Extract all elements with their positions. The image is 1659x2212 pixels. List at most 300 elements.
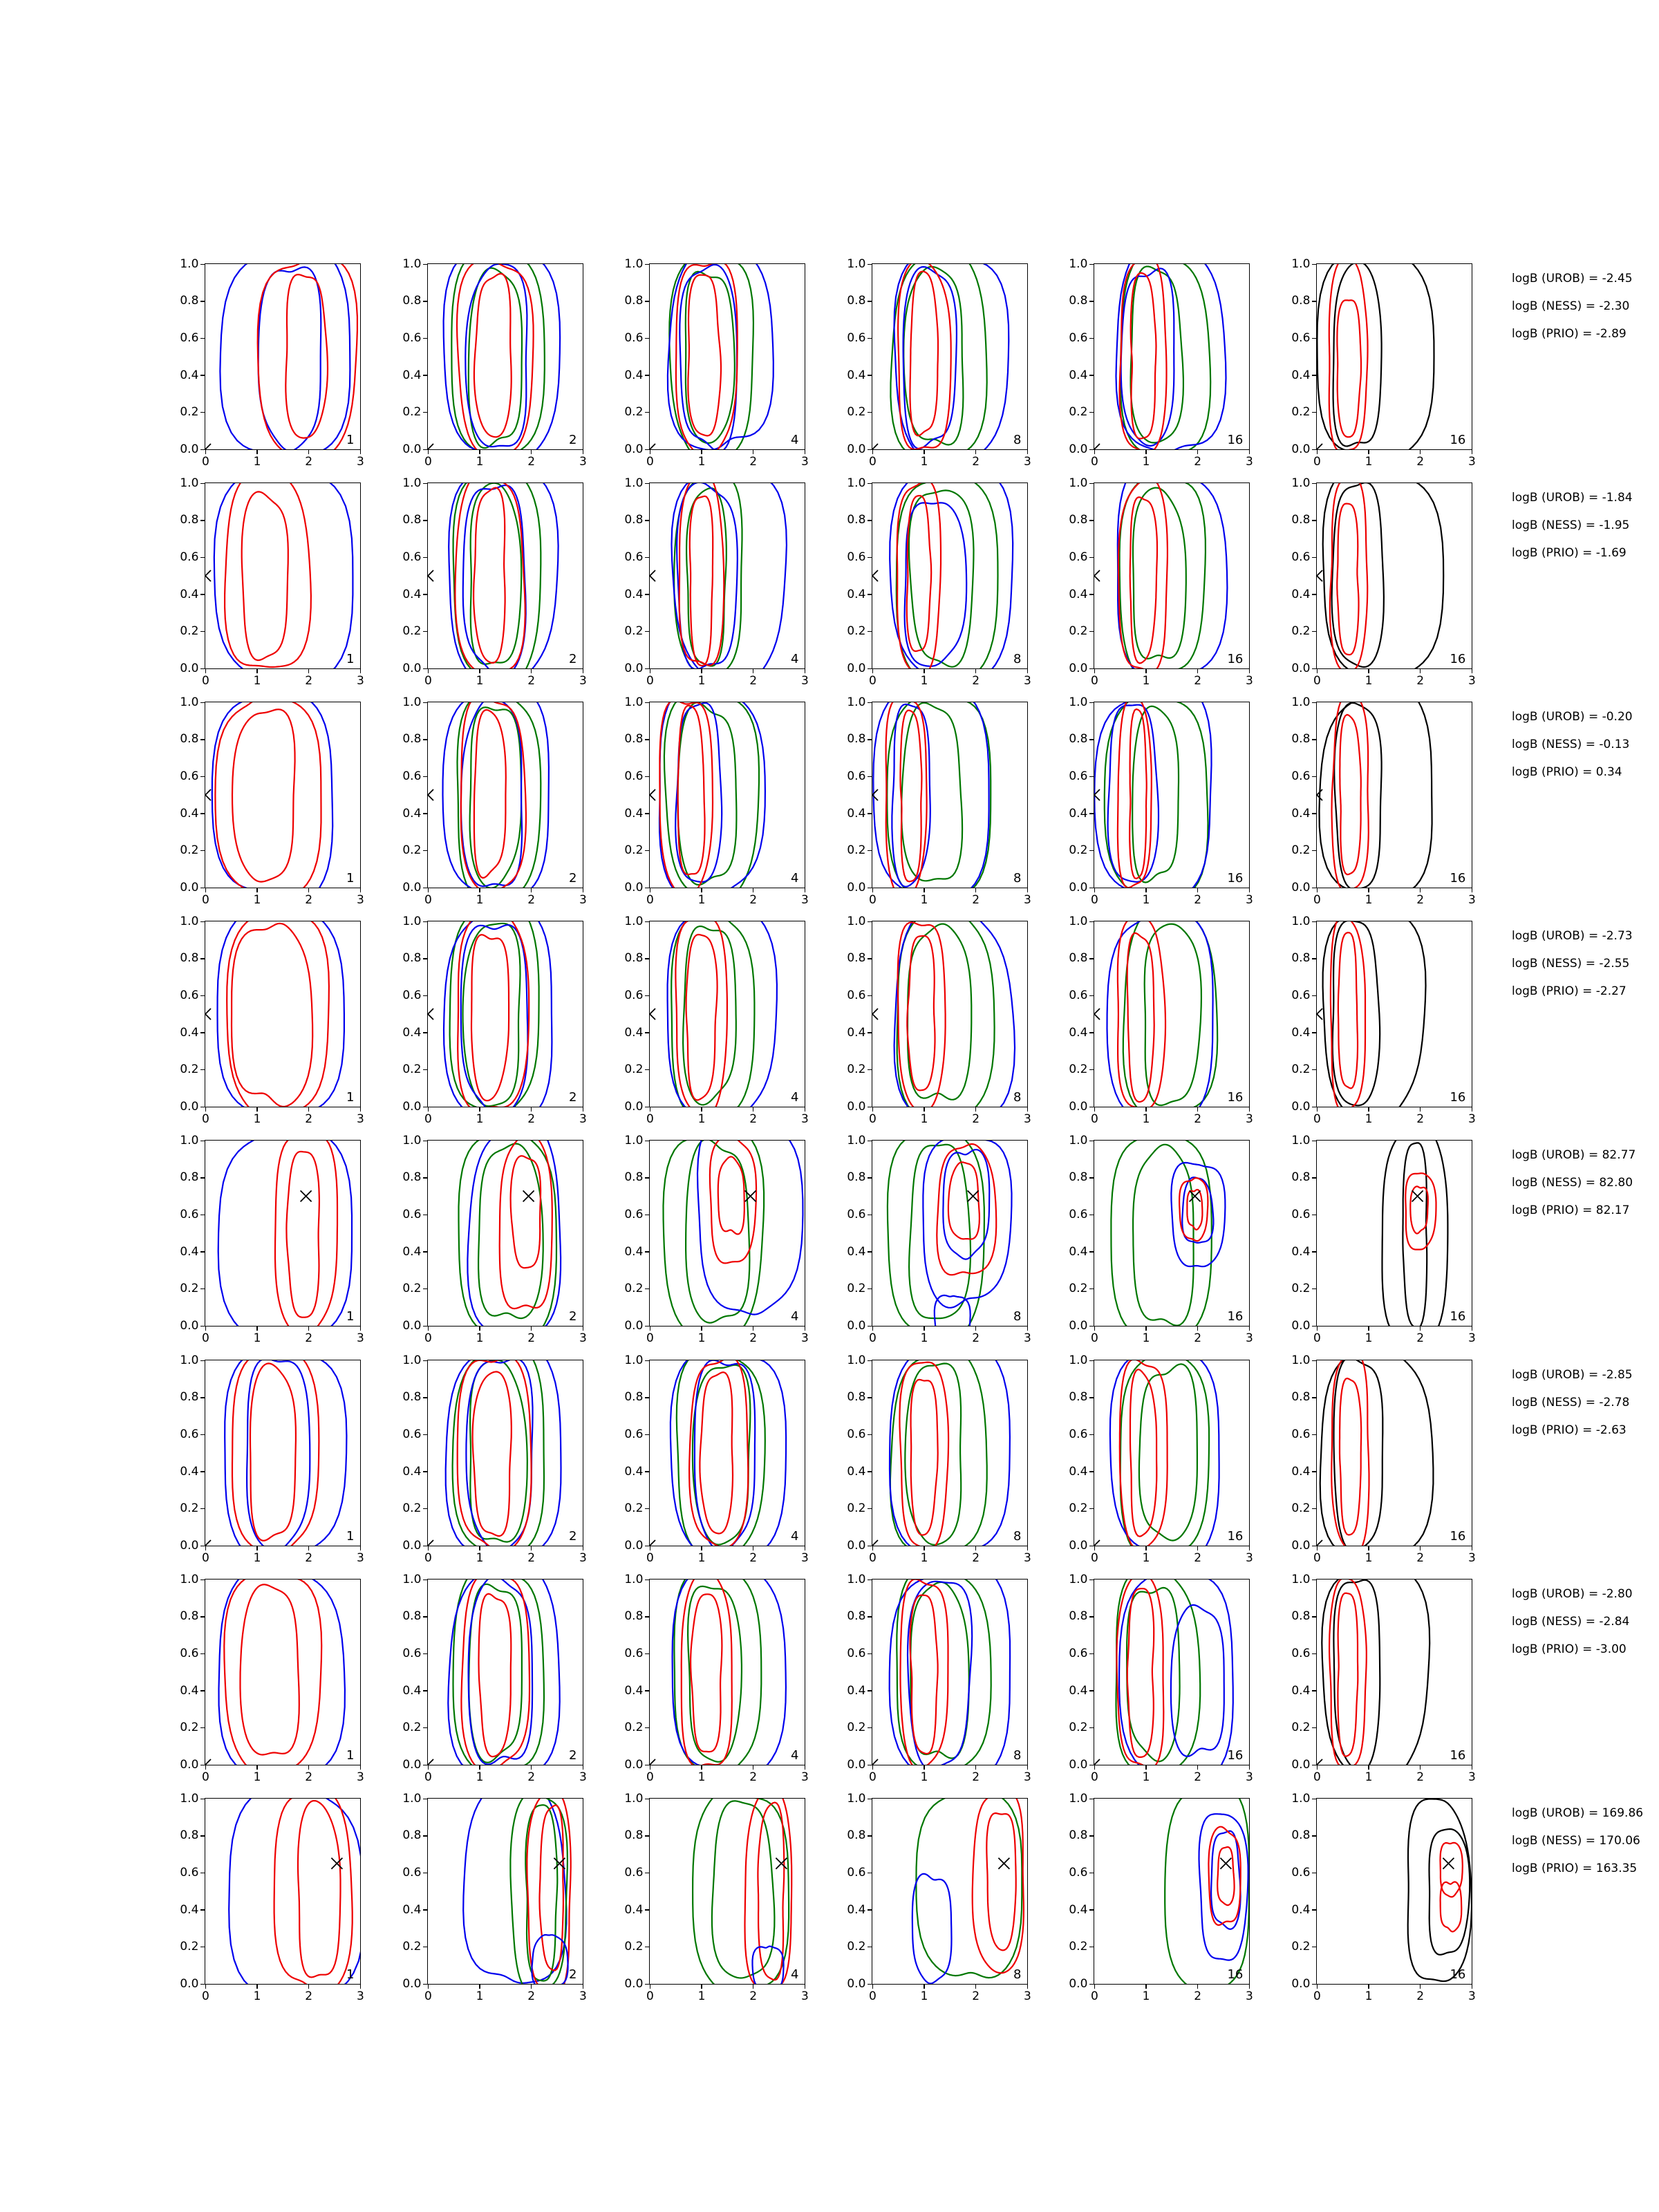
subplot-count-label: 4	[790, 1967, 799, 1983]
contour-line-r	[473, 1372, 512, 1537]
plot-area	[205, 483, 360, 668]
subplot-count-label: 1	[346, 1529, 355, 1544]
logb-annotations-row6	[1512, 1361, 1659, 1444]
x-tick	[205, 1984, 206, 1989]
y-tick	[645, 739, 650, 740]
x-tick-label: 2	[972, 455, 980, 469]
marker-stroke	[872, 444, 878, 449]
y-tick-label: 0.4	[847, 1244, 866, 1259]
x-tick-label: 1	[253, 674, 261, 688]
plot-area	[1317, 483, 1472, 668]
y-tick	[645, 1471, 650, 1472]
contour-line-g	[1123, 921, 1217, 1107]
y-tick-label: 0.4	[847, 368, 866, 382]
x-tick	[1420, 1107, 1421, 1112]
y-tick-label: 1.0	[1069, 1791, 1088, 1806]
contour-line-r	[1120, 1360, 1168, 1546]
contour-line-r	[900, 1362, 949, 1546]
y-tick-label: 0.8	[180, 294, 199, 308]
true-value-x-marker	[428, 1009, 433, 1020]
y-tick-label: 0.8	[624, 1390, 644, 1405]
x-tick-label: 3	[1023, 893, 1031, 908]
y-tick	[200, 1069, 205, 1070]
x-tick	[975, 1984, 976, 1989]
marker-stroke	[1317, 1540, 1322, 1546]
subplot-count-label: 8	[1013, 1529, 1022, 1544]
y-tick-label: 0.4	[180, 587, 199, 601]
x-tick	[428, 1546, 429, 1550]
contour-line-r	[474, 274, 512, 437]
y-tick-label: 0.0	[1069, 1318, 1088, 1333]
contour-line-b	[944, 1150, 990, 1259]
subplot-count-label: 16	[1450, 433, 1466, 448]
x-tick	[1420, 668, 1421, 673]
y-tick	[200, 1984, 205, 1985]
subplot-count-label: 8	[1013, 1309, 1022, 1324]
contour-line-g	[917, 1799, 1022, 1978]
x-tick-label: 1	[1142, 455, 1150, 469]
y-tick-label: 0.0	[624, 1757, 644, 1772]
subplot-r6-c2	[402, 1353, 587, 1566]
x-tick	[975, 1546, 976, 1550]
plot-area	[1094, 921, 1249, 1107]
y-tick-label: 0.4	[847, 806, 866, 821]
y-tick-label: 0.2	[624, 843, 644, 858]
x-tick	[872, 1326, 873, 1331]
x-tick-label: 1	[697, 674, 706, 688]
y-tick	[868, 1727, 872, 1728]
x-tick-label: 1	[697, 1112, 706, 1127]
plot-area	[650, 1799, 805, 1984]
y-tick-label: 0.2	[1069, 1062, 1088, 1077]
x-tick	[872, 1107, 873, 1112]
x-tick-label: 0	[424, 674, 432, 688]
contour-line-r	[910, 272, 939, 436]
y-tick	[1089, 1690, 1094, 1691]
x-tick	[428, 1326, 429, 1331]
y-tick-label: 0.6	[402, 1647, 422, 1661]
y-tick	[200, 1690, 205, 1691]
subplot-r6-c5	[1069, 1353, 1253, 1566]
subplot-r2-c1	[180, 476, 364, 688]
logb-annotation-line: logB (PRIO) = -1.69	[1512, 546, 1627, 560]
plot-area	[428, 702, 583, 888]
y-tick-label: 1.0	[1291, 695, 1311, 709]
y-tick-label: 0.0	[402, 1099, 422, 1114]
contour-line-b	[221, 264, 350, 449]
y-tick-label: 0.6	[847, 1866, 866, 1880]
x-tick-label: 2	[1194, 1331, 1202, 1346]
y-tick-label: 0.2	[402, 624, 422, 639]
contour-line-r	[1338, 932, 1358, 1088]
x-tick	[428, 1765, 429, 1770]
y-tick-label: 1.0	[402, 695, 422, 709]
y-tick-label: 0.2	[1291, 624, 1311, 639]
y-tick	[645, 1508, 650, 1509]
x-tick-label: 3	[579, 1112, 587, 1127]
x-tick-label: 2	[1194, 1989, 1202, 2004]
x-tick	[1027, 1765, 1028, 1770]
y-tick-label: 0.4	[180, 1683, 199, 1698]
y-tick-label: 0.4	[847, 1025, 866, 1040]
y-tick-label: 0.6	[180, 1427, 199, 1442]
y-tick-label: 0.2	[624, 624, 644, 639]
x-tick-label: 1	[476, 893, 484, 908]
subplot-count-label: 16	[1450, 1309, 1466, 1324]
y-tick-label: 0.4	[1069, 806, 1088, 821]
y-tick	[868, 995, 872, 996]
contour-line-g	[453, 483, 541, 668]
y-tick	[1312, 702, 1317, 703]
x-tick	[872, 888, 873, 892]
logb-annotation-line: logB (NESS) = 170.06	[1512, 1834, 1640, 1848]
x-tick	[975, 888, 976, 892]
subplot-count-label: 16	[1450, 1748, 1466, 1763]
plot-area	[1317, 1580, 1472, 1765]
y-tick	[645, 631, 650, 632]
true-value-x-marker	[1317, 1009, 1322, 1020]
x-tick-label: 2	[749, 893, 758, 908]
y-tick-label: 0.2	[847, 843, 866, 858]
y-tick-label: 0.6	[624, 1866, 644, 1880]
x-tick-label: 1	[1142, 1331, 1150, 1346]
x-tick	[872, 1765, 873, 1770]
x-tick	[308, 1984, 309, 1989]
contour-line-r	[479, 1594, 512, 1757]
subplot-count-label: 16	[1227, 1748, 1244, 1763]
y-tick	[868, 739, 872, 740]
contour-line-b	[912, 1874, 952, 1984]
x-tick	[1317, 1765, 1318, 1770]
x-tick-label: 1	[1365, 1331, 1373, 1346]
contour-line-r	[474, 710, 506, 878]
contour-line-g	[897, 483, 998, 668]
y-tick-label: 0.4	[402, 806, 422, 821]
x-tick-label: 0	[1090, 455, 1098, 469]
contour-line-r	[691, 1595, 722, 1752]
x-tick	[308, 1326, 309, 1331]
y-tick	[645, 995, 650, 996]
plot-area	[872, 1141, 1027, 1326]
x-tick	[256, 449, 257, 454]
subplot-r7-c3	[624, 1572, 809, 1785]
logb-annotations-row7	[1512, 1580, 1659, 1663]
subplot-r8-c2	[402, 1791, 587, 2004]
y-tick-label: 0.4	[1291, 1244, 1311, 1259]
contour-line-g	[909, 491, 974, 667]
subplot-r8-c5	[1069, 1791, 1253, 2004]
x-tick	[1094, 1984, 1095, 1989]
subplot-r2-c2	[402, 476, 587, 688]
true-value-x-marker	[523, 1191, 534, 1202]
x-tick-label: 1	[476, 455, 484, 469]
y-tick-label: 0.6	[847, 1647, 866, 1661]
x-tick-label: 1	[920, 1770, 928, 1785]
x-tick-label: 1	[1365, 893, 1373, 908]
y-tick	[1089, 631, 1094, 632]
x-tick	[205, 1546, 206, 1550]
true-value-x-marker	[650, 444, 655, 449]
y-tick	[868, 1288, 872, 1289]
y-tick-label: 0.2	[847, 1501, 866, 1516]
x-tick	[1027, 1546, 1028, 1550]
contour-line-b	[874, 702, 989, 888]
y-tick-label: 1.0	[847, 695, 866, 709]
y-tick	[1089, 776, 1094, 777]
y-tick	[1312, 995, 1317, 996]
marker-stroke	[205, 1540, 211, 1546]
y-tick-label: 0.8	[1069, 1828, 1088, 1843]
x-tick-label: 1	[920, 1551, 928, 1566]
y-tick	[423, 1326, 428, 1327]
plot-area	[428, 1580, 583, 1765]
contour-line-g	[459, 1141, 557, 1326]
logb-annotation-line: logB (UROB) = -0.20	[1512, 710, 1633, 724]
x-tick-label: 0	[1313, 1989, 1321, 2004]
y-tick	[1089, 520, 1094, 521]
y-tick-label: 0.4	[1291, 806, 1311, 821]
y-tick	[868, 702, 872, 703]
x-tick-label: 3	[800, 1112, 809, 1127]
y-tick-label: 1.0	[1069, 1133, 1088, 1147]
y-tick	[423, 338, 428, 339]
y-tick-label: 0.8	[1069, 513, 1088, 527]
x-tick-label: 2	[972, 893, 980, 908]
y-tick	[1089, 739, 1094, 740]
x-tick	[1027, 1984, 1028, 1989]
x-tick-label: 0	[868, 893, 877, 908]
y-tick-label: 1.0	[624, 1353, 644, 1367]
y-tick	[1312, 557, 1317, 558]
y-tick	[645, 1177, 650, 1178]
x-tick	[1027, 888, 1028, 892]
plot-area	[872, 1799, 1027, 1984]
x-tick-label: 1	[1365, 1551, 1373, 1566]
y-tick-label: 0.0	[847, 1757, 866, 1772]
y-tick-label: 0.2	[180, 843, 199, 858]
x-tick	[531, 1765, 532, 1770]
y-tick-label: 0.6	[1291, 1866, 1311, 1880]
y-tick-label: 1.0	[180, 1791, 199, 1806]
x-tick-label: 2	[972, 1112, 980, 1127]
x-tick-label: 0	[1090, 1331, 1098, 1346]
x-tick	[701, 449, 702, 454]
y-tick	[1312, 813, 1317, 814]
y-tick	[1089, 412, 1094, 413]
contour-line-b	[1211, 1831, 1241, 1929]
x-tick-label: 2	[749, 1770, 758, 1785]
y-tick	[645, 1032, 650, 1033]
y-tick	[200, 1909, 205, 1910]
x-tick	[479, 1765, 480, 1770]
x-tick-label: 2	[749, 674, 758, 688]
x-tick-label: 2	[305, 1770, 313, 1785]
x-tick	[872, 449, 873, 454]
y-tick	[868, 776, 872, 777]
plot-area	[1094, 1141, 1249, 1326]
y-tick-label: 0.8	[847, 1609, 866, 1624]
subplot-r5-c5	[1069, 1133, 1253, 1346]
x-tick	[256, 1107, 257, 1112]
plot-area	[1094, 264, 1249, 449]
true-value-x-marker	[205, 1009, 211, 1020]
x-tick-label: 1	[476, 1989, 484, 2004]
y-tick-label: 0.2	[180, 1501, 199, 1516]
contour-line-b	[469, 1580, 533, 1765]
contour-line-b	[753, 1947, 784, 1984]
y-tick-label: 0.2	[847, 405, 866, 420]
y-tick	[1312, 631, 1317, 632]
true-value-x-marker	[872, 570, 878, 581]
contour-line-g	[693, 1799, 789, 1984]
y-tick	[1089, 1069, 1094, 1070]
contour-line-r	[227, 921, 330, 1107]
y-tick-label: 1.0	[1291, 476, 1311, 490]
logb-annotation-line: logB (PRIO) = 82.17	[1512, 1203, 1630, 1217]
y-tick-label: 0.2	[1069, 405, 1088, 420]
y-tick-label: 0.4	[1069, 1683, 1088, 1698]
subplot-count-label: 4	[790, 1090, 799, 1105]
x-tick	[872, 1546, 873, 1550]
y-tick	[423, 1909, 428, 1910]
x-tick-label: 3	[1468, 674, 1476, 688]
x-tick	[701, 668, 702, 673]
y-tick-label: 0.4	[402, 1464, 422, 1479]
x-tick-label: 2	[527, 674, 536, 688]
x-tick	[1197, 1326, 1198, 1331]
contour-line-r	[258, 264, 357, 449]
y-tick-label: 0.2	[402, 1062, 422, 1077]
logb-annotation-line: logB (NESS) = -2.30	[1512, 299, 1630, 313]
contour-line-r	[686, 935, 718, 1100]
contour-line-r	[718, 1157, 744, 1235]
y-tick-label: 1.0	[402, 1353, 422, 1367]
true-value-x-marker	[428, 789, 433, 800]
y-tick	[423, 1653, 428, 1654]
contour-line-b	[225, 1360, 347, 1546]
subplot-r6-c3	[624, 1353, 809, 1566]
x-tick	[1145, 888, 1146, 892]
y-tick	[1089, 921, 1094, 922]
contour-line-g	[683, 926, 736, 1105]
y-tick-label: 0.2	[847, 1721, 866, 1735]
y-tick-label: 1.0	[402, 1572, 422, 1586]
y-tick	[200, 449, 205, 450]
y-tick	[423, 1616, 428, 1617]
subplot-r1-c2	[402, 256, 587, 469]
logb-annotation-line: logB (NESS) = -0.13	[1512, 738, 1630, 751]
x-tick-label: 0	[646, 1331, 654, 1346]
subplot-r3-c6	[1291, 695, 1476, 908]
y-tick	[423, 631, 428, 632]
x-tick-label: 3	[579, 893, 587, 908]
y-tick	[1312, 1653, 1317, 1654]
logb-annotation-line: logB (PRIO) = -3.00	[1512, 1642, 1627, 1656]
subplot-count-label: 4	[790, 433, 799, 448]
subplot-r8-c3	[624, 1791, 809, 2004]
x-tick	[701, 888, 702, 892]
x-tick	[360, 1765, 361, 1770]
y-tick-label: 0.2	[180, 405, 199, 420]
y-tick	[645, 483, 650, 484]
x-tick	[479, 1984, 480, 1989]
x-tick	[1368, 1107, 1369, 1112]
x-tick-label: 2	[1194, 893, 1202, 908]
x-tick	[1197, 668, 1198, 673]
subplot-r7-c6	[1291, 1572, 1476, 1785]
contour-line-r	[898, 923, 946, 1107]
subplot-r4-c2	[402, 914, 587, 1127]
y-tick	[1312, 1690, 1317, 1691]
plot-area	[428, 1141, 583, 1326]
x-tick-label: 3	[579, 1770, 587, 1785]
logb-annotation-line: logB (UROB) = -2.45	[1512, 272, 1633, 285]
y-tick	[868, 850, 872, 851]
y-tick-label: 0.4	[402, 1683, 422, 1698]
y-tick-label: 0.8	[180, 1390, 199, 1405]
contour-line-r	[987, 1813, 1016, 1950]
y-tick-label: 0.6	[624, 988, 644, 1003]
y-tick	[868, 1360, 872, 1361]
y-tick-label: 1.0	[847, 476, 866, 490]
contour-line-g	[1112, 1141, 1212, 1326]
true-value-x-marker	[205, 789, 211, 800]
y-tick	[868, 1251, 872, 1252]
true-value-x-marker	[428, 1759, 433, 1765]
subplot-count-label: 4	[790, 1529, 799, 1544]
x-tick-label: 2	[1416, 893, 1425, 908]
plot-area	[650, 1580, 805, 1765]
y-tick-label: 0.0	[847, 1976, 866, 1991]
marker-stroke	[428, 1540, 433, 1546]
x-tick-label: 3	[356, 455, 364, 469]
logb-annotation-line: logB (PRIO) = -2.27	[1512, 984, 1627, 998]
y-tick-label: 0.8	[847, 1828, 866, 1843]
x-tick-label: 1	[1142, 1770, 1150, 1785]
logb-annotations-row8	[1512, 1799, 1659, 1882]
true-value-x-marker	[1317, 444, 1322, 449]
y-tick	[1312, 1508, 1317, 1509]
x-tick	[1317, 449, 1318, 454]
y-tick-label: 0.2	[1291, 1282, 1311, 1296]
x-tick-label: 0	[1090, 674, 1098, 688]
x-tick	[428, 1107, 429, 1112]
x-tick-label: 0	[1090, 893, 1098, 908]
x-tick-label: 3	[1023, 1331, 1031, 1346]
contour-line-k	[1408, 1799, 1472, 1982]
y-tick	[423, 850, 428, 851]
contour-line-r	[225, 483, 311, 667]
x-tick	[479, 449, 480, 454]
y-tick-label: 1.0	[1069, 1353, 1088, 1367]
contour-line-r	[225, 1580, 322, 1765]
x-tick	[1317, 1326, 1318, 1331]
x-tick-label: 0	[1313, 893, 1321, 908]
y-tick	[423, 776, 428, 777]
contour-line-r	[1332, 1360, 1369, 1546]
y-tick	[1312, 1326, 1317, 1327]
true-value-x-marker	[1221, 1858, 1232, 1869]
y-tick	[1089, 1909, 1094, 1910]
y-tick-label: 0.6	[624, 1647, 644, 1661]
x-tick-label: 3	[579, 674, 587, 688]
y-tick-label: 0.0	[1069, 1976, 1088, 1991]
y-tick-label: 0.2	[1069, 1940, 1088, 1954]
logb-annotation-line: logB (NESS) = -2.84	[1512, 1615, 1630, 1629]
x-tick-label: 3	[1245, 1331, 1253, 1346]
y-tick-label: 0.2	[847, 1282, 866, 1296]
y-tick-label: 0.4	[624, 1025, 644, 1040]
